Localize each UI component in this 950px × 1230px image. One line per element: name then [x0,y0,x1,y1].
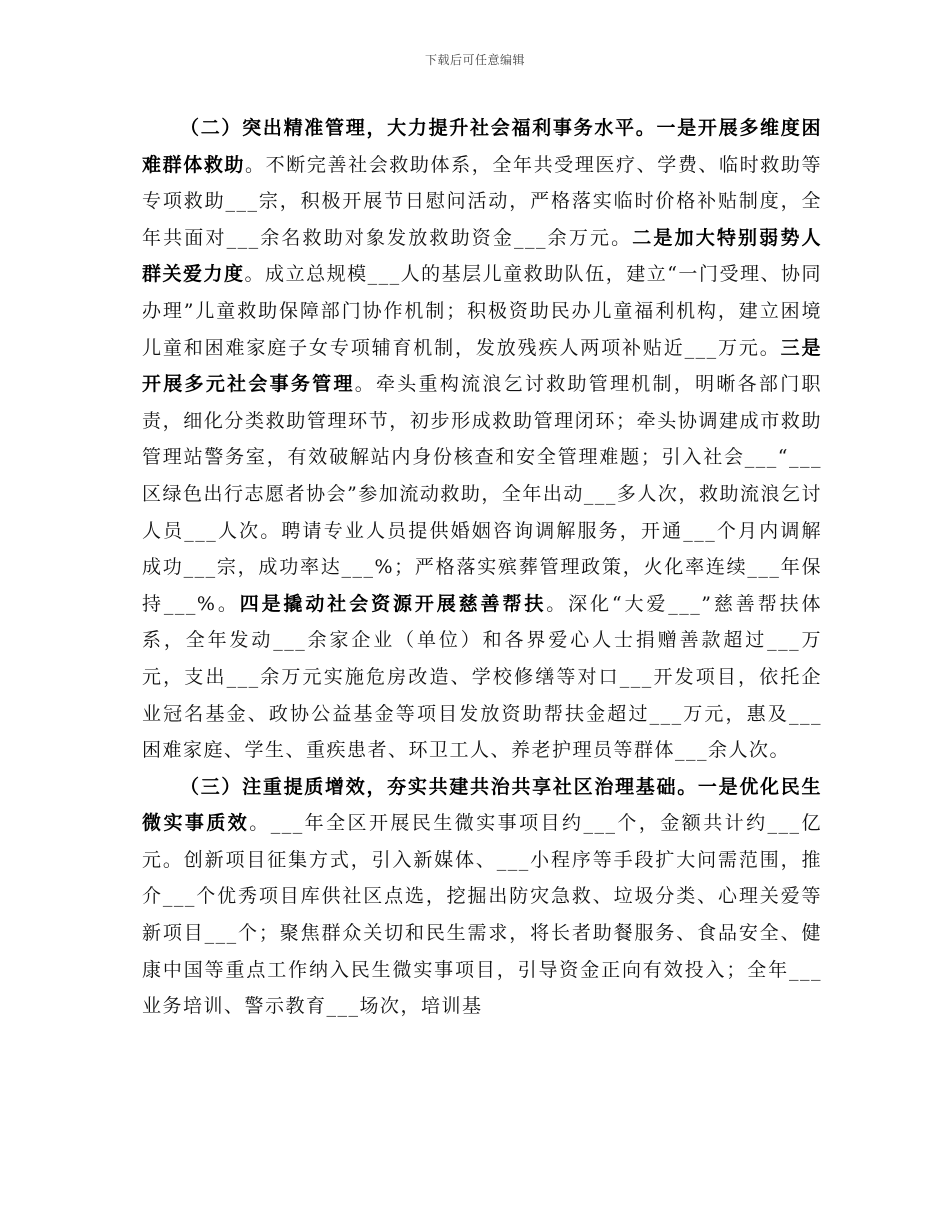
heading-social-welfare: （二）突出精准管理，大力提升社会福利事务水平。一是开展多维度困难群体救助 [142,117,822,176]
subheading-charity: 四是撬动社会资源开展慈善帮扶 [239,592,547,615]
heading-community-governance: （三）注重提质增效，夯实共建共治共享社区治理基础。一是优化民生微实事质效 [142,775,822,835]
body-text: 。成立总规模___人的基层儿童救助队伍，建立“一门受理、协同办理”儿童救助保障部门协作机制；积极资助民办儿童福利机构，建立困境儿童和困难家庭子女专项辅育机制，发放残疾人两项补贴近___万元。 [142,263,822,359]
paragraph-social-welfare [142,110,822,769]
body-text: 。深化“大爱___”慈善帮扶体系，全年发动___余家企业（单位）和各界爱心人士捐赠善款超过___万元，支出___余万元实施危房改造、学校修缮等对口___开发项目，依托企业冠名基金、政协公益基金等项目发放资助帮扶金超过___万元，惠及___困难家庭、学生、重疾患者、环卫工人、养老护理员等群体___余人次。 [142,592,822,762]
body-text: 。___年全区开展民生微实事项目约___个，金额共计约___亿元。创新项目征集方式，引入新媒体、___小程序等手段扩大问需范围，推介___个优秀项目库供社区点选，挖掘出防灾急救、垃圾分类、心理关爱等新项目___个；聚焦群众关切和民生需求，将长者助餐服务、食品安全、健康中国等重点工作纳入民生微实事项目，引导资金正向有效投入；全年___业务培训、警示教育___场次，培训基 [142,812,822,1018]
document-body [142,110,822,1025]
paragraph-community-governance [142,769,822,1025]
body-text: 。牵头重构流浪乞讨救助管理机制，明晰各部门职责，细化分类救助管理环节，初步形成救助管理闭环；牵头协调建成市救助管理站警务室，有效破解站内身份核查和安全管理难题；引入社会___“___区绿色出行志愿者协会”参加流动救助，全年出动___多人次，救助流浪乞讨人员___人次。聘请专业人员提供婚姻咨询调解服务，开通___个月内调解成功___宗，成功率达___%；严格落实殡葬管理政策，火化率连续___年保持___%。 [142,373,822,615]
body-text: 。不断完善社会救助体系，全年共受理医疗、学费、临时救助等专项救助___宗，积极开展节日慰问活动，严格落实临时价格补贴制度，全年共面对___余名救助对象发放救助资金___余万元。 [142,153,822,249]
header-note: 下载后可任意编辑 [424,53,525,67]
subheading-social-affairs: 三是开展多元社会事务管理 [142,336,822,396]
subheading-vulnerable-groups: 二是加大特别弱势人群关爱力度 [142,226,822,286]
